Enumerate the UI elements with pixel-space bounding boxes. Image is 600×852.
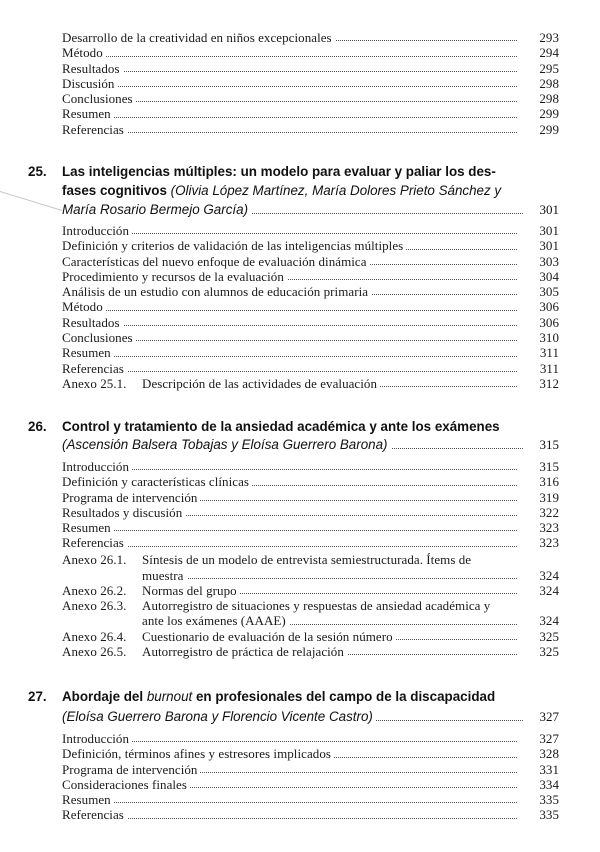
annex-title: Normas del grupo xyxy=(142,583,240,598)
toc-entry[interactable] xyxy=(0,345,600,360)
toc-entry[interactable] xyxy=(0,361,600,376)
entry-page: 334 xyxy=(539,776,559,792)
toc-entry[interactable] xyxy=(0,91,600,106)
entry-page: 324 xyxy=(539,582,559,598)
chapter-authors: María Rosario Bermejo García) xyxy=(62,202,251,217)
annex-title: Autorregistro de práctica de relajación xyxy=(142,644,347,659)
annex-title-cont: muestra xyxy=(142,568,187,583)
entry-page: 301 xyxy=(539,223,559,238)
entry-title: Referencias xyxy=(62,535,127,550)
chapter-page: 315 xyxy=(539,437,559,452)
chapter-24-sections xyxy=(0,30,600,137)
entry-title: Resumen xyxy=(62,106,114,121)
entry-page: 295 xyxy=(539,60,559,76)
annex-label: Anexo 26.4. xyxy=(62,628,127,644)
entry-title: Definición y características clínicas xyxy=(62,474,252,489)
annex-label: Anexo 25.1. xyxy=(62,375,127,391)
entry-page: 335 xyxy=(539,792,559,808)
entry-page: 323 xyxy=(539,520,559,536)
entry-title: Discusión xyxy=(62,76,117,91)
chapter-authors-line xyxy=(62,707,520,726)
scan-artifact-line xyxy=(0,191,63,211)
chapter-title xyxy=(62,687,522,706)
toc-entry[interactable] xyxy=(0,45,600,60)
toc-entry[interactable] xyxy=(0,284,600,299)
toc-entry[interactable] xyxy=(0,106,600,121)
chapter-25-sections xyxy=(0,223,600,391)
entry-page: 298 xyxy=(539,91,559,107)
entry-page: 301 xyxy=(539,238,559,254)
toc-entry[interactable] xyxy=(0,238,600,253)
toc-entry[interactable] xyxy=(0,30,600,45)
entry-title: Método xyxy=(62,45,106,60)
chapter-title-part: Abordaje del xyxy=(62,689,147,704)
entry-page: 323 xyxy=(539,535,559,551)
entry-title: Referencias xyxy=(62,122,127,137)
entry-page: 319 xyxy=(539,489,559,505)
annex-label: Anexo 26.2. xyxy=(62,582,127,598)
entry-title: Resumen xyxy=(62,345,114,360)
toc-entry[interactable] xyxy=(0,223,600,238)
entry-title: Referencias xyxy=(62,361,127,376)
entry-title: Resultados xyxy=(62,315,123,330)
entry-page: 306 xyxy=(539,299,559,315)
entry-page: 328 xyxy=(539,746,559,762)
toc-entry[interactable] xyxy=(0,520,600,535)
entry-page: 324 xyxy=(539,613,559,629)
entry-title: Introducción xyxy=(62,223,132,238)
toc-entry[interactable] xyxy=(0,746,600,761)
entry-page: 293 xyxy=(539,30,559,45)
entry-page: 305 xyxy=(539,284,559,300)
toc-entry[interactable] xyxy=(0,474,600,489)
entry-page: 312 xyxy=(539,375,559,391)
entry-page: 294 xyxy=(539,45,559,61)
chapter-authors: (Ascensión Balsera Tobajas y Eloísa Guerrero Barona) xyxy=(62,437,391,452)
entry-page: 303 xyxy=(539,253,559,269)
toc-entry[interactable] xyxy=(0,269,600,284)
entry-title: Definición y criterios de validación de las inteligencias múltiples xyxy=(62,238,406,253)
annex-title-cont: ante los exámenes (AAAE) xyxy=(142,613,289,628)
chapter-title-part: en profesionales del campo de la discapacidad xyxy=(192,689,496,704)
entry-page: 299 xyxy=(539,106,559,122)
chapter-title-italic: burnout xyxy=(146,689,193,704)
toc-annex-entry[interactable] xyxy=(0,598,600,613)
entry-page: 324 xyxy=(539,567,559,583)
entry-page: 316 xyxy=(539,474,559,490)
annex-title: Síntesis de un modelo de entrevista semiestructurada. Ítems de xyxy=(142,552,474,567)
entry-title: Procedimiento y recursos de la evaluación xyxy=(62,269,287,284)
entry-page: 325 xyxy=(539,628,559,644)
toc-entry[interactable] xyxy=(0,490,600,505)
chapter-title-cont xyxy=(62,181,522,200)
chapter-number: 25. xyxy=(28,164,47,179)
entry-page: 311 xyxy=(539,345,559,361)
chapter-authors-line xyxy=(62,200,520,219)
toc-entry[interactable] xyxy=(0,61,600,76)
entry-title: Referencias xyxy=(62,807,127,822)
entry-page: 304 xyxy=(539,268,559,284)
entry-title: Método xyxy=(62,299,106,314)
chapter-26-sections xyxy=(0,459,600,659)
toc-annex-entry[interactable] xyxy=(0,629,600,644)
annex-title: Cuestionario de evaluación de la sesión número xyxy=(142,629,396,644)
toc-annex-entry[interactable] xyxy=(0,376,600,391)
chapter-authors: (Eloísa Guerrero Barona y Florencio Vicente Castro) xyxy=(62,709,376,724)
toc-entry[interactable] xyxy=(0,731,600,746)
chapter-title-part: fases cognitivos xyxy=(62,183,167,198)
annex-title: Autorregistro de situaciones y respuestas de ansiedad académica y xyxy=(142,598,493,613)
entry-page: 327 xyxy=(539,731,559,746)
toc-annex-entry-cont[interactable] xyxy=(0,568,600,583)
entry-page: 310 xyxy=(539,330,559,346)
entry-title: Introducción xyxy=(62,459,132,474)
chapter-number: 26. xyxy=(28,419,47,434)
toc-annex-entry[interactable] xyxy=(0,583,600,598)
toc-entry[interactable] xyxy=(0,254,600,269)
chapter-27-sections xyxy=(0,731,600,823)
entry-title: Programa de intervención xyxy=(62,490,200,505)
annex-label: Anexo 26.5. xyxy=(62,644,127,660)
entry-page: 322 xyxy=(539,504,559,520)
chapter-title: Control y tratamiento de la ansiedad académica y ante los exámenes xyxy=(62,419,500,434)
entry-title: Conclusiones xyxy=(62,91,136,106)
entry-title: Conclusiones xyxy=(62,330,136,345)
toc-entry[interactable] xyxy=(0,807,600,822)
chapter-page: 301 xyxy=(539,202,559,217)
toc-annex-entry[interactable] xyxy=(0,644,600,659)
entry-page: 335 xyxy=(539,807,559,823)
entry-title: Definición, términos afines y estresores implicados xyxy=(62,746,334,761)
entry-page: 306 xyxy=(539,314,559,330)
toc-entry[interactable] xyxy=(0,459,600,474)
entry-title: Resumen xyxy=(62,792,114,807)
entry-title: Desarrollo de la creatividad en niños excepcionales xyxy=(62,30,335,45)
toc-entry[interactable] xyxy=(0,76,600,91)
toc-annex-entry-cont[interactable] xyxy=(0,613,600,628)
toc-entry[interactable] xyxy=(0,777,600,792)
entry-title: Análisis de un estudio con alumnos de educación primaria xyxy=(62,284,371,299)
entry-page: 315 xyxy=(539,459,559,474)
entry-title: Resultados xyxy=(62,61,123,76)
toc-entry[interactable] xyxy=(0,792,600,807)
toc-annex-entry[interactable] xyxy=(0,552,600,567)
toc-entry[interactable] xyxy=(0,762,600,777)
toc-entry[interactable] xyxy=(0,505,600,520)
toc-entry[interactable] xyxy=(0,122,600,137)
toc-entry[interactable] xyxy=(0,535,600,550)
toc-entry[interactable] xyxy=(0,330,600,345)
entry-title: Programa de intervención xyxy=(62,762,200,777)
annex-label: Anexo 26.3. xyxy=(62,598,127,614)
annex-label: Anexo 26.1. xyxy=(62,552,127,568)
entry-page: 325 xyxy=(539,644,559,660)
entry-title: Resumen xyxy=(62,520,114,535)
entry-page: 299 xyxy=(539,121,559,137)
entry-title: Introducción xyxy=(62,731,132,746)
toc-entry[interactable] xyxy=(0,315,600,330)
entry-title: Resultados y discusión xyxy=(62,505,185,520)
entry-page: 298 xyxy=(539,75,559,91)
annex-title: Descripción de las actividades de evaluación xyxy=(142,376,380,391)
entry-title: Características del nuevo enfoque de evaluación dinámica xyxy=(62,254,370,269)
toc-entry[interactable] xyxy=(0,299,600,314)
entry-title: Consideraciones finales xyxy=(62,777,190,792)
entry-page: 331 xyxy=(539,761,559,777)
entry-page: 311 xyxy=(539,360,559,376)
chapter-page: 327 xyxy=(539,709,559,724)
chapter-number: 27. xyxy=(28,689,47,704)
chapter-title: Las inteligencias múltiples: un modelo para evaluar y paliar los des- xyxy=(62,164,496,179)
chapter-authors-line xyxy=(62,435,520,454)
chapter-authors: (Olivia López Martínez, María Dolores Prieto Sánchez y xyxy=(170,183,502,198)
